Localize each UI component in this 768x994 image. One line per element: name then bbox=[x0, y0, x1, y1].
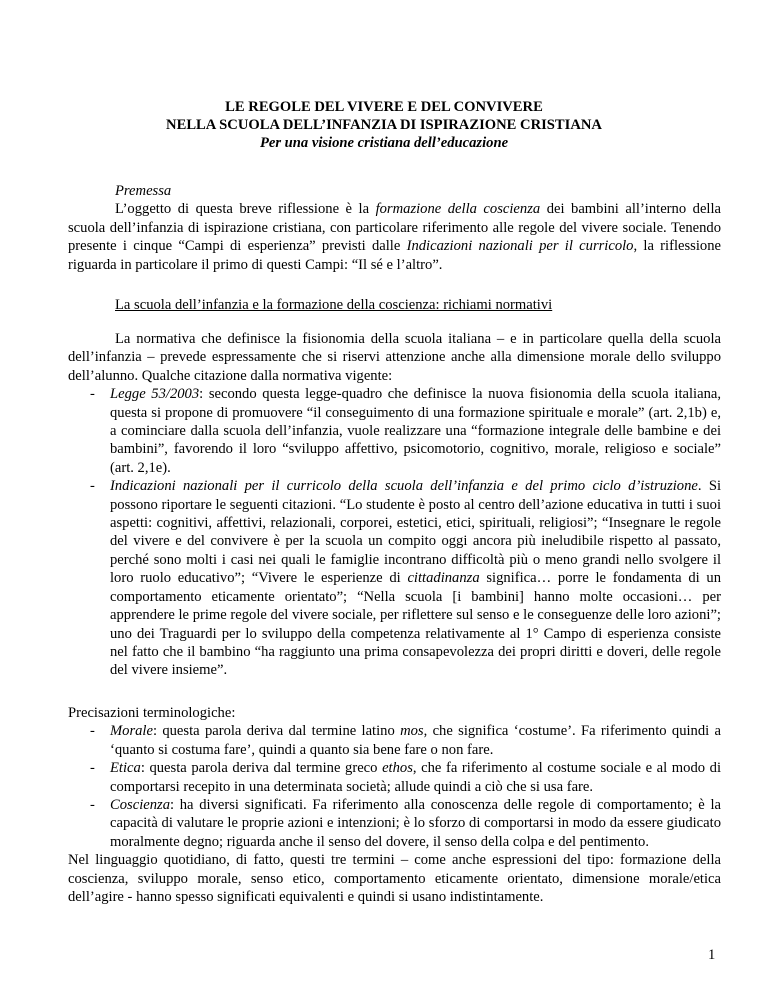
premessa-heading: Premessa bbox=[115, 183, 172, 199]
terms-section bbox=[68, 704, 721, 906]
terms-closing-paragraph: Nel linguaggio quotidiano, di fatto, questi tre termini – come anche espressioni del tipo: formazione della coscienza, sviluppo morale, senso etico, comportamento eticamente orientato, dimensione morale/etica dell’agire - hanno spesso significati equivalenti e quindi si usano indistintamente. bbox=[68, 852, 721, 906]
list-item: - Indicazioni nazionali per il curricolo della scuola dell’infanzia e del primo ciclo d’istruzione. Si possono riportare le seguenti citazioni. “Lo studente è posto al centro dell’azione educativa in tutti i suoi aspetti: cognitivi, affettivi, relazionali, corporei, estetici, etici, spirituali, religiosi”; “Insegnare le regole del vivere e del convivere è per la scuola un compito oggi ancora più ineludibile rispetto al passato, perché sono molti i casi nei quali le famiglie incontrano difficoltà più o meno grandi nello svolgere il loro ruolo educativo”; “Vivere le esperienze di cittadinanza significa… porre le fondamenta di un comportamento eticamente orientato”; “Nella scuola [i bambini] hanno molte occasioni… per apprendere le prime regole del vivere sociale, per riflettere sul senso e le conseguenze delle loro azioni”; uno dei Traguardi per lo sviluppo della competenza relativamente al 1° Campo di esperienza consiste nel fatto che il bambino “ha raggiunto una prima consapevolezza dei propri diritti e doveri, delle regole del vivere insieme”. bbox=[90, 478, 722, 679]
document-title: LE REGOLE DEL VIVERE E DEL CONVIVERE bbox=[225, 99, 543, 115]
list-item: - Coscienza: ha diversi significati. Fa riferimento alla conoscenza delle regole di comportamento; è la capacità di valutare le proprie azioni e intenzioni; è lo sforzo di comportarsi in modo da essere giudicato moralmente degno; riguarda anche il senso del dovere, il senso della colpa e del pentimento. bbox=[90, 797, 721, 850]
document-title-line2: NELLA SCUOLA DELL’INFANZIA DI ISPIRAZIONE CRISTIANA bbox=[166, 117, 602, 133]
document-subtitle: Per una visione cristiana dell’educazione bbox=[259, 135, 509, 151]
premessa-section bbox=[68, 182, 721, 274]
section-heading-normativa: La scuola dell’infanzia e la formazione della coscienza: richiami normativi bbox=[115, 297, 553, 313]
list-item: - Morale: questa parola deriva dal termine latino mos, che significa ‘costume’. Fa riferimento quindi a ‘quanto si costuma fare’, quindi a quanto sia bene fare o non fare. bbox=[90, 723, 721, 758]
normativa-section bbox=[68, 330, 721, 680]
terms-list bbox=[68, 722, 721, 851]
terms-heading: Precisazioni terminologiche: bbox=[68, 705, 236, 721]
list-item: - Etica: questa parola deriva dal termine greco ethos, che fa riferimento al costume sociale e al modo di comportarsi recepito in una determinata società; allude quindi a ciò che si usa fare. bbox=[90, 760, 721, 795]
normativa-list bbox=[68, 385, 721, 680]
normativa-intro: La normativa che definisce la fisionomia della scuola italiana – e in particolare quella della scuola dell’infanzia – prevede espressamente che si riservi attenzione anche alla dimensione morale dello sviluppo dell’alunno. Qualche citazione dalla normativa vigente: bbox=[68, 331, 721, 384]
page-number: 1 bbox=[708, 947, 716, 963]
premessa-paragraph: L’oggetto di questa breve riflessione è la formazione della coscienza dei bambini all’interno della scuola dell’infanzia di ispirazione cristiana, con particolare riferimento alle regole del vivere sociale. Tenendo presente i cinque “Campi di esperienza” previsti dalle Indicazioni nazionali per il curricolo, la riflessione riguarda in particolare il primo di questi Campi: “Il sé e l’altro”. bbox=[68, 201, 722, 273]
list-item: - Legge 53/2003: secondo questa legge-quadro che definisce la nuova fisionomia della scuola italiana, questa si propone di promuovere “il conseguimento di una formazione spirituale e morale” (art. 2,1b) e, a cominciare dalla scuola dell’infanzia, vuole realizzare una “formazione integrale delle bambine e dei bambini”, favorendo il loro “sviluppo affettivo, psicomotorio, cognitivo, morale, religioso e sociale” (art. 2,1e). bbox=[90, 386, 721, 476]
